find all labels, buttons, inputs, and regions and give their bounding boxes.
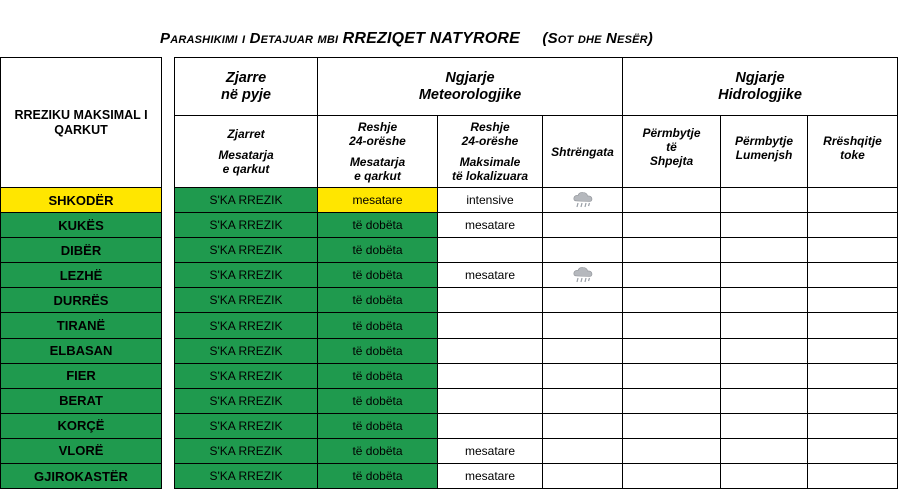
fires-cell	[175, 313, 318, 338]
flash-flood-cell	[623, 238, 721, 263]
river-flood-cell	[721, 338, 808, 363]
rain-average-value: të dobëta	[352, 368, 403, 383]
rain-average-value: të dobëta	[352, 293, 403, 308]
column-gap	[162, 263, 175, 288]
rain-average-value: të dobëta	[352, 243, 403, 258]
flash-flood-cell	[623, 188, 721, 213]
table-row	[1, 388, 898, 413]
column-gap	[162, 413, 175, 438]
flash-flood-cell	[623, 388, 721, 413]
flash-flood-cell	[623, 313, 721, 338]
header-rain-average	[318, 116, 438, 188]
landslide-cell	[808, 363, 898, 388]
rain-max-cell	[438, 238, 543, 263]
region-name	[1, 313, 162, 338]
header-flash-line2: të	[666, 140, 677, 154]
header-river-line1: Përmbytje	[735, 134, 794, 148]
rain-average-cell	[318, 313, 438, 338]
region-name	[1, 363, 162, 388]
column-gap	[162, 464, 175, 489]
table-row	[1, 313, 898, 338]
rain-average-value: mesatare	[352, 193, 403, 208]
region-name	[1, 438, 162, 463]
fires-cell	[175, 464, 318, 489]
header-flash-floods	[623, 116, 721, 188]
storms-cell	[543, 464, 623, 489]
header-fires-line3: e qarkut	[222, 162, 270, 176]
column-gap	[162, 338, 175, 363]
rain-max-cell	[438, 313, 543, 338]
rain-average-cell	[318, 363, 438, 388]
rain-max-cell	[438, 288, 543, 313]
table-row	[1, 413, 898, 438]
header-hydro-line2: Hidrologjike	[718, 86, 802, 103]
flash-flood-cell	[623, 288, 721, 313]
rain-max-value: mesatare	[464, 443, 516, 458]
header-rain-avg-line1: Reshje	[357, 120, 398, 134]
column-gap	[162, 363, 175, 388]
fires-value: S'KA RREZIK	[209, 218, 283, 233]
header-rain-avg-line2: 24-orëshe	[349, 134, 406, 148]
column-gap	[162, 188, 175, 213]
rain-average-value: të dobëta	[352, 343, 403, 358]
column-gap	[162, 313, 175, 338]
landslide-cell	[808, 464, 898, 489]
header-river-floods	[721, 116, 808, 188]
river-flood-cell	[721, 213, 808, 238]
river-flood-cell	[721, 438, 808, 463]
header-hydro-line1: Ngjarje	[735, 69, 785, 86]
storm-cloud-icon	[572, 266, 594, 284]
header-flash-line3: Shpejta	[649, 154, 694, 168]
table-row	[1, 338, 898, 363]
rain-average-value: të dobëta	[352, 469, 403, 484]
storms-cell	[543, 363, 623, 388]
fires-value: S'KA RREZIK	[209, 418, 283, 433]
rain-average-value: të dobëta	[352, 268, 403, 283]
table-row	[1, 188, 898, 213]
column-gap	[162, 288, 175, 313]
title-part-1: Parashikimi i Detajuar mbi	[160, 30, 339, 47]
rain-max-cell	[438, 338, 543, 363]
flash-flood-cell	[623, 263, 721, 288]
storms-cell	[543, 313, 623, 338]
fires-value: S'KA RREZIK	[209, 193, 283, 208]
fires-cell	[175, 213, 318, 238]
landslide-cell	[808, 388, 898, 413]
rain-average-value: të dobëta	[352, 443, 403, 458]
header-landslide-line2: toke	[840, 148, 865, 162]
storms-cell	[543, 213, 623, 238]
rain-average-value: të dobëta	[352, 318, 403, 333]
region-name	[1, 413, 162, 438]
rain-max-value: mesatare	[464, 469, 516, 484]
landslide-cell	[808, 313, 898, 338]
region-label: DIBËR	[60, 242, 102, 258]
table-row	[1, 464, 898, 489]
storms-cell	[543, 263, 623, 288]
rain-max-cell	[438, 413, 543, 438]
table-row	[1, 288, 898, 313]
region-rows	[1, 188, 898, 489]
header-fires-line1: Zjarret	[227, 127, 265, 141]
river-flood-cell	[721, 464, 808, 489]
river-flood-cell	[721, 388, 808, 413]
page-title	[0, 30, 900, 48]
header-rain-max	[438, 116, 543, 188]
landslide-cell	[808, 188, 898, 213]
rain-average-cell	[318, 413, 438, 438]
river-flood-cell	[721, 238, 808, 263]
header-landslide-line1: Rrëshqitje	[823, 134, 882, 148]
header-hydro-events	[623, 58, 898, 116]
rain-max-value: mesatare	[464, 268, 516, 283]
landslide-cell	[808, 263, 898, 288]
column-gap	[162, 213, 175, 238]
landslide-cell	[808, 213, 898, 238]
header-storms-label: Shtrëngata	[551, 144, 614, 159]
rain-average-value: të dobëta	[352, 218, 403, 233]
title-part-2: RREZIQET NATYRORE	[342, 30, 520, 47]
region-label: TIRANË	[56, 318, 106, 334]
fires-cell	[175, 238, 318, 263]
title-part-3: (Sot dhe Nesër)	[542, 30, 653, 47]
region-name	[1, 213, 162, 238]
river-flood-cell	[721, 288, 808, 313]
fires-cell	[175, 388, 318, 413]
rain-max-cell	[438, 213, 543, 238]
column-gap	[162, 388, 175, 413]
river-flood-cell	[721, 363, 808, 388]
header-meteo-line2: Meteorologjike	[418, 86, 522, 103]
flash-flood-cell	[623, 438, 721, 463]
river-flood-cell	[721, 313, 808, 338]
storm-cloud-icon	[572, 191, 594, 209]
header-rain-max-line3: Maksimale	[459, 155, 521, 169]
header-max-risk	[1, 58, 162, 188]
rain-max-cell	[438, 438, 543, 463]
rain-average-cell	[318, 213, 438, 238]
rain-average-cell	[318, 263, 438, 288]
fires-value: S'KA RREZIK	[209, 368, 283, 383]
region-label: VLORË	[58, 443, 104, 459]
hazard-table	[0, 57, 898, 489]
region-label: ELBASAN	[49, 343, 113, 359]
fires-value: S'KA RREZIK	[209, 293, 283, 308]
fires-value: S'KA RREZIK	[209, 243, 283, 258]
rain-average-value: të dobëta	[352, 393, 403, 408]
region-name	[1, 388, 162, 413]
storms-cell	[543, 288, 623, 313]
flash-flood-cell	[623, 363, 721, 388]
rain-average-cell	[318, 288, 438, 313]
flash-flood-cell	[623, 464, 721, 489]
landslide-cell	[808, 438, 898, 463]
fires-value: S'KA RREZIK	[209, 443, 283, 458]
table-row	[1, 263, 898, 288]
river-flood-cell	[721, 188, 808, 213]
column-gap	[162, 58, 175, 188]
rain-average-cell	[318, 188, 438, 213]
header-meteo-events	[318, 58, 623, 116]
rain-max-cell	[438, 464, 543, 489]
header-landslides	[808, 116, 898, 188]
header-rain-max-line4: të lokalizuara	[451, 169, 529, 183]
region-name	[1, 238, 162, 263]
rain-max-cell	[438, 188, 543, 213]
rain-max-cell	[438, 388, 543, 413]
column-gap	[162, 238, 175, 263]
header-forest-fires-line1: Zjarre	[225, 69, 267, 86]
header-rain-avg-line4: e qarkut	[354, 169, 401, 183]
header-fires-line2: Mesatarja	[218, 148, 274, 162]
region-label: BERAT	[59, 393, 103, 409]
header-rain-max-line1: Reshje	[470, 120, 510, 134]
header-rain-max-line2: 24-orëshe	[461, 134, 519, 148]
header-forest-fires	[175, 58, 318, 116]
rain-average-cell	[318, 438, 438, 463]
fires-value: S'KA RREZIK	[209, 318, 283, 333]
region-label: FIER	[66, 368, 96, 384]
rain-max-value: intensive	[466, 193, 514, 208]
rain-average-cell	[318, 464, 438, 489]
fires-cell	[175, 413, 318, 438]
header-river-line2: Lumenjsh	[735, 148, 793, 162]
table-row	[1, 438, 898, 463]
storms-cell	[543, 188, 623, 213]
header-storms	[543, 116, 623, 188]
fires-value: S'KA RREZIK	[209, 268, 283, 283]
region-label: KUKËS	[58, 217, 104, 233]
flash-flood-cell	[623, 213, 721, 238]
header-fires-average	[175, 116, 318, 188]
rain-max-value: mesatare	[464, 218, 516, 233]
region-name	[1, 288, 162, 313]
storms-cell	[543, 388, 623, 413]
region-name	[1, 188, 162, 213]
header-rain-avg-line3: Mesatarja	[349, 155, 406, 169]
region-label: KORÇË	[57, 418, 105, 434]
fires-cell	[175, 363, 318, 388]
storms-cell	[543, 438, 623, 463]
header-max-risk-label: RREZIKU MAKSIMAL I QARKUT	[14, 107, 148, 137]
rain-average-cell	[318, 388, 438, 413]
table-row	[1, 238, 898, 263]
region-label: GJIROKASTËR	[34, 468, 128, 484]
fires-value: S'KA RREZIK	[209, 469, 283, 484]
rain-average-cell	[318, 338, 438, 363]
rain-max-cell	[438, 363, 543, 388]
rain-average-cell	[318, 238, 438, 263]
river-flood-cell	[721, 413, 808, 438]
landslide-cell	[808, 413, 898, 438]
region-label: DURRËS	[53, 292, 109, 308]
storms-cell	[543, 338, 623, 363]
rain-average-value: të dobëta	[352, 418, 403, 433]
fires-cell	[175, 188, 318, 213]
table-row	[1, 363, 898, 388]
table-row	[1, 213, 898, 238]
fires-cell	[175, 338, 318, 363]
region-label: LEZHË	[59, 267, 103, 283]
header-meteo-line1: Ngjarje	[445, 69, 495, 86]
region-name	[1, 263, 162, 288]
fires-value: S'KA RREZIK	[209, 343, 283, 358]
region-label: SHKODËR	[48, 192, 114, 208]
region-name	[1, 338, 162, 363]
fires-cell	[175, 263, 318, 288]
landslide-cell	[808, 238, 898, 263]
fires-cell	[175, 288, 318, 313]
river-flood-cell	[721, 263, 808, 288]
header-flash-line1: Përmbytje	[642, 126, 701, 140]
region-name	[1, 464, 162, 489]
flash-flood-cell	[623, 413, 721, 438]
landslide-cell	[808, 338, 898, 363]
fires-cell	[175, 438, 318, 463]
flash-flood-cell	[623, 338, 721, 363]
landslide-cell	[808, 288, 898, 313]
fires-value: S'KA RREZIK	[209, 393, 283, 408]
storms-cell	[543, 413, 623, 438]
column-gap	[162, 438, 175, 463]
storms-cell	[543, 238, 623, 263]
rain-max-cell	[438, 263, 543, 288]
header-forest-fires-line2: në pyje	[221, 86, 271, 103]
